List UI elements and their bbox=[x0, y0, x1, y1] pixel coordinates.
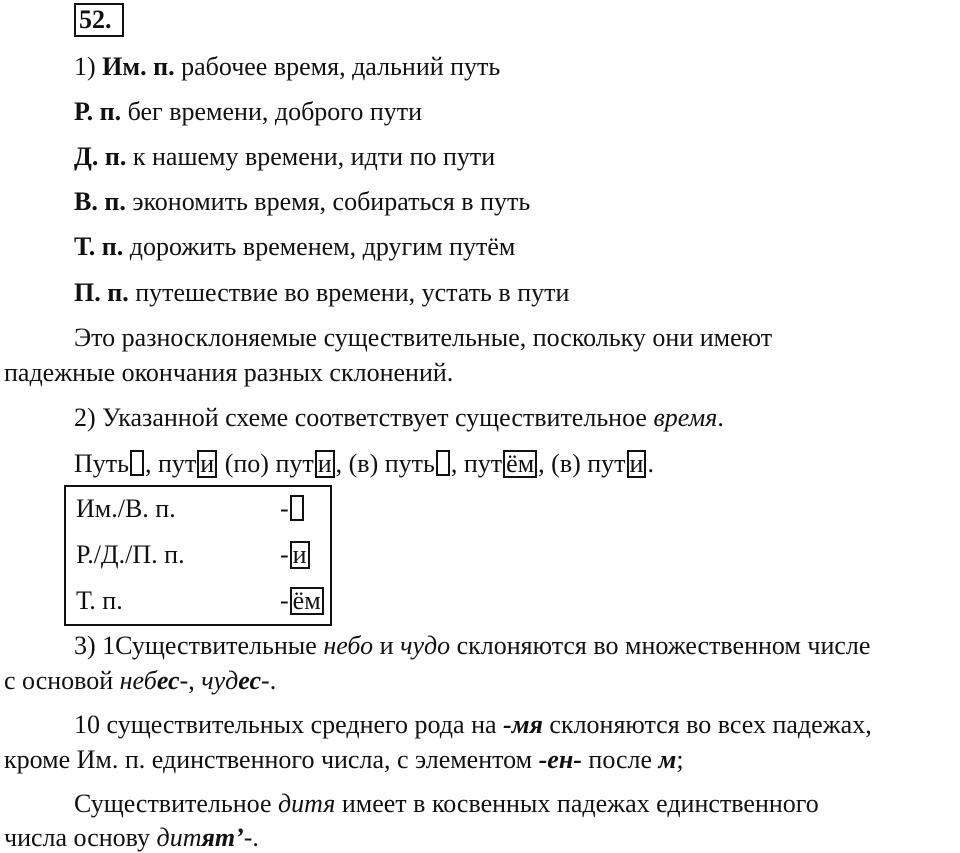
zero-ending-box bbox=[130, 450, 144, 476]
text: после bbox=[581, 745, 659, 774]
word-example: небо bbox=[323, 631, 374, 660]
exercise-number: 52. bbox=[74, 3, 124, 37]
zero-ending-box bbox=[436, 450, 450, 476]
part1-note-line1: Это разносклоняемые существительные, поскольку они имеют bbox=[74, 323, 773, 352]
part3-p2-line2 bbox=[4, 745, 684, 775]
text: -. bbox=[243, 823, 259, 852]
case-label: Д. п. bbox=[74, 142, 127, 171]
case-label: В. п. bbox=[74, 187, 126, 216]
word-example: дитя bbox=[278, 789, 336, 818]
case-label: П. п. bbox=[74, 278, 129, 307]
ending-box: и bbox=[197, 450, 217, 478]
intro-end: . bbox=[717, 403, 724, 432]
case-row-genitive bbox=[74, 97, 422, 127]
separator: , (в) bbox=[335, 449, 385, 478]
case-examples: рабочее время, дальний путь bbox=[174, 52, 501, 81]
case-row-accusative bbox=[74, 187, 530, 217]
separator: . bbox=[647, 449, 654, 478]
text: и bbox=[373, 631, 401, 660]
form-stem: пут bbox=[587, 449, 626, 478]
scheme-case: Т. п. bbox=[76, 586, 123, 615]
word-forms-line bbox=[74, 449, 654, 479]
form-stem: пут bbox=[158, 449, 197, 478]
word-example: чудо bbox=[400, 631, 451, 660]
scheme-dash: - bbox=[280, 586, 289, 615]
text: склоняются во множественном числе bbox=[450, 631, 871, 660]
text: 3) 1Существительные bbox=[74, 631, 324, 660]
part3-p2-line1 bbox=[74, 710, 872, 740]
case-examples: бег времени, доброго пути bbox=[121, 97, 423, 126]
scheme-ending bbox=[280, 540, 311, 570]
zero-ending-box bbox=[290, 495, 304, 521]
part3-p1-line2 bbox=[4, 666, 276, 696]
text: 10 существительных среднего рода на bbox=[74, 710, 504, 739]
text: склоняются во всех падежах, bbox=[542, 710, 872, 739]
word-stem: чуд bbox=[201, 666, 239, 695]
scheme-dash: - bbox=[280, 494, 289, 523]
case-examples: экономить время, собираться в путь bbox=[125, 187, 531, 216]
text: имеет в косвенных падежах единственного bbox=[335, 789, 819, 818]
stem-suffix: ят’ bbox=[201, 823, 244, 852]
form-stem: Путь bbox=[74, 449, 129, 478]
scheme-case: Им./В. п. bbox=[76, 494, 176, 523]
stem-suffix: ес bbox=[238, 666, 262, 695]
ending-box: и bbox=[290, 541, 310, 569]
scheme-case: Р./Д./П. п. bbox=[76, 540, 185, 569]
text: кроме Им. п. единственного числа, с элементом bbox=[4, 745, 539, 774]
scheme-ending bbox=[280, 586, 325, 616]
ending-box: и bbox=[315, 450, 335, 478]
part1-note-line2: падежные окончания разных склонений. bbox=[4, 358, 454, 387]
suffix-example: -ен- bbox=[538, 745, 582, 774]
word-stem: дит bbox=[156, 823, 202, 852]
form-stem: пут bbox=[275, 449, 314, 478]
form-stem: пут bbox=[463, 449, 503, 478]
word-stem: неб bbox=[119, 666, 157, 695]
part3-p3-line1 bbox=[74, 789, 819, 819]
separator: (по) bbox=[218, 449, 276, 478]
text: ; bbox=[676, 745, 684, 774]
case-row-nominative bbox=[74, 52, 500, 82]
part2-intro bbox=[74, 403, 724, 433]
letter-example: м bbox=[658, 745, 677, 774]
form-stem: путь bbox=[384, 449, 435, 478]
item-prefix: 1) bbox=[74, 52, 103, 81]
intro-word: время bbox=[653, 403, 718, 432]
separator: , bbox=[450, 449, 464, 478]
case-row-instrumental bbox=[74, 232, 515, 262]
case-label: Т. п. bbox=[74, 232, 124, 261]
part3-p1-line1 bbox=[74, 631, 870, 661]
case-examples: к нашему времени, идти по пути bbox=[126, 142, 496, 171]
scheme-ending bbox=[280, 494, 305, 524]
case-label: Р. п. bbox=[74, 97, 122, 126]
case-row-dative bbox=[74, 142, 495, 172]
case-label: Им. п. bbox=[102, 52, 175, 81]
scheme-dash: - bbox=[280, 540, 289, 569]
text: Существительное bbox=[74, 789, 279, 818]
ending-box: ём bbox=[290, 587, 324, 615]
ending-box: ём bbox=[503, 450, 537, 478]
ending-box: и bbox=[627, 450, 647, 478]
separator: , (в) bbox=[538, 449, 588, 478]
case-examples: путешествие во времени, устать в пути bbox=[128, 278, 570, 307]
text: с основой bbox=[4, 666, 120, 695]
part3-p3-line2 bbox=[4, 823, 259, 853]
stem-suffix: ес bbox=[156, 666, 180, 695]
suffix-example: -мя bbox=[503, 710, 543, 739]
intro-text: 2) Указанной схеме соответствует существительное bbox=[74, 403, 654, 432]
case-examples: дорожить временем, другим путём bbox=[123, 232, 516, 261]
case-row-prepositional bbox=[74, 278, 569, 308]
text: числа основу bbox=[4, 823, 157, 852]
text: -, bbox=[179, 666, 202, 695]
separator: , bbox=[145, 449, 158, 478]
text: -. bbox=[261, 666, 277, 695]
